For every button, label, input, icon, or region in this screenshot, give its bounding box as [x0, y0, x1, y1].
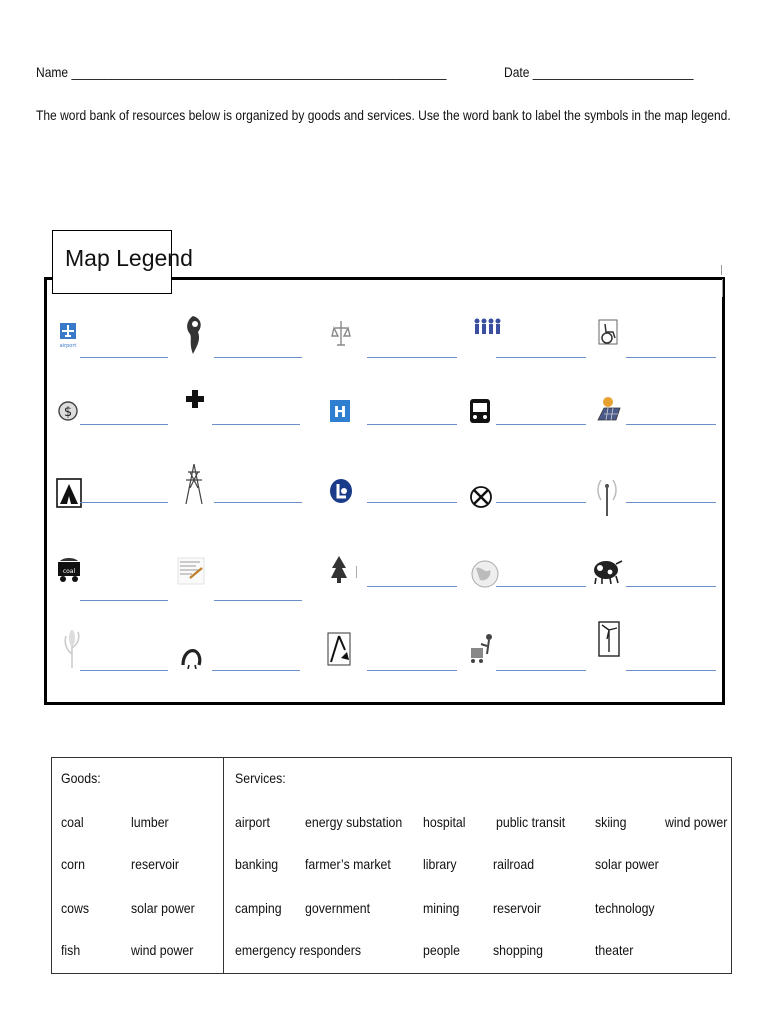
map-legend — [44, 277, 725, 705]
goods-word: wind power — [131, 942, 194, 958]
label-blank[interactable] — [367, 424, 457, 425]
lumber-tree-icon — [326, 554, 352, 584]
mining-icon — [326, 634, 352, 664]
library-icon — [328, 476, 354, 506]
services-word: technology — [595, 900, 655, 916]
legend-title: Map Legend — [65, 245, 193, 271]
label-blank[interactable] — [80, 424, 168, 425]
services-header: Services: — [235, 770, 286, 786]
goods-word: corn — [61, 856, 85, 872]
services-word: theater — [595, 942, 634, 958]
services-word: airport — [235, 814, 270, 830]
divider — [722, 279, 727, 297]
services-word: energy substation — [305, 814, 403, 830]
legend-title-box — [52, 230, 193, 294]
label-blank[interactable] — [367, 502, 457, 503]
date-field[interactable]: ________________________ — [532, 64, 694, 80]
label-blank[interactable] — [214, 502, 302, 503]
date-label: Date ________________________ — [504, 64, 694, 80]
services-word: mining — [423, 900, 460, 916]
label-blank[interactable] — [212, 670, 300, 671]
services-word: people — [423, 942, 461, 958]
services-word: farmer’s market — [305, 856, 391, 872]
name-field[interactable]: ________________________________________________________ — [71, 64, 447, 80]
label-blank[interactable] — [496, 670, 586, 671]
label-blank[interactable] — [367, 357, 457, 358]
svg-text:H: H — [333, 403, 347, 421]
camping-icon — [56, 478, 82, 508]
word-bank-table — [51, 757, 732, 974]
corn-icon — [60, 624, 84, 670]
banking-icon — [55, 396, 81, 426]
services-word: wind power — [665, 814, 728, 830]
services-cell — [224, 758, 732, 974]
label-blank[interactable] — [212, 424, 300, 425]
goods-word: lumber — [131, 814, 169, 830]
label-blank[interactable] — [626, 357, 716, 358]
label-blank[interactable] — [80, 670, 168, 671]
cows-icon — [590, 554, 624, 588]
services-word: government — [305, 900, 371, 916]
divider — [356, 566, 357, 578]
label-blank[interactable] — [496, 586, 586, 587]
services-word: camping — [235, 900, 282, 916]
svg-text:airport: airport — [59, 343, 77, 349]
divider — [721, 265, 722, 275]
services-word: hospital — [423, 814, 466, 830]
people-icon — [472, 316, 502, 338]
goods-word: cows — [61, 900, 90, 916]
label-blank[interactable] — [626, 670, 716, 671]
energy-substation-icon — [182, 462, 206, 506]
services-word: shopping — [493, 942, 544, 958]
public-transit-icon — [467, 396, 493, 426]
government-icon — [328, 318, 354, 348]
label-blank[interactable] — [214, 357, 302, 358]
label-blank[interactable] — [214, 600, 302, 601]
services-word: railroad — [493, 856, 535, 872]
label-blank[interactable] — [80, 357, 168, 358]
globe-icon — [470, 552, 500, 596]
goods-word: reservoir — [131, 856, 179, 872]
label-blank[interactable] — [496, 424, 586, 425]
railroad-crossing-icon — [468, 482, 494, 512]
services-word: solar power — [595, 856, 659, 872]
wind-power-icon — [596, 624, 622, 654]
goods-header: Goods: — [61, 770, 101, 786]
label-blank[interactable] — [496, 502, 586, 503]
instructions: The word bank of resources below is organized by goods and services. Use the word bank to label the symbols in the map legend. — [36, 107, 731, 123]
services-word: banking — [235, 856, 279, 872]
services-word: reservoir — [493, 900, 541, 916]
goods-word: solar power — [131, 900, 195, 916]
label-blank[interactable] — [496, 357, 586, 358]
label-blank[interactable] — [80, 600, 168, 601]
farmers-market-icon — [176, 554, 206, 588]
technology-antenna-icon — [594, 474, 620, 518]
shopping-icon — [467, 632, 497, 666]
label-blank[interactable] — [626, 502, 716, 503]
services-word: emergency responders — [235, 942, 362, 958]
fish-icon — [180, 314, 208, 356]
label-blank[interactable] — [367, 670, 457, 671]
airport-icon — [55, 320, 81, 350]
solar-panel-icon — [596, 394, 622, 424]
goods-word: fish — [61, 942, 81, 958]
goods-word: coal — [61, 814, 84, 830]
label-blank[interactable] — [626, 424, 716, 425]
svg-text:coal: coal — [62, 568, 76, 575]
goods-cell — [52, 758, 224, 974]
services-word: public transit — [496, 814, 566, 830]
services-word: library — [423, 856, 457, 872]
hospital-icon — [327, 396, 353, 426]
label-blank[interactable] — [367, 586, 457, 587]
name-label: Name ________________________________________________________ — [36, 64, 447, 80]
label-blank[interactable] — [626, 586, 716, 587]
wheelchair-icon — [596, 318, 622, 348]
emergency-cross-icon — [182, 384, 208, 414]
label-blank[interactable] — [80, 502, 168, 503]
coal-car-icon — [56, 555, 82, 585]
svg-text:$: $ — [63, 405, 73, 420]
hill-icon — [178, 642, 204, 672]
services-word: skiing — [595, 814, 627, 830]
